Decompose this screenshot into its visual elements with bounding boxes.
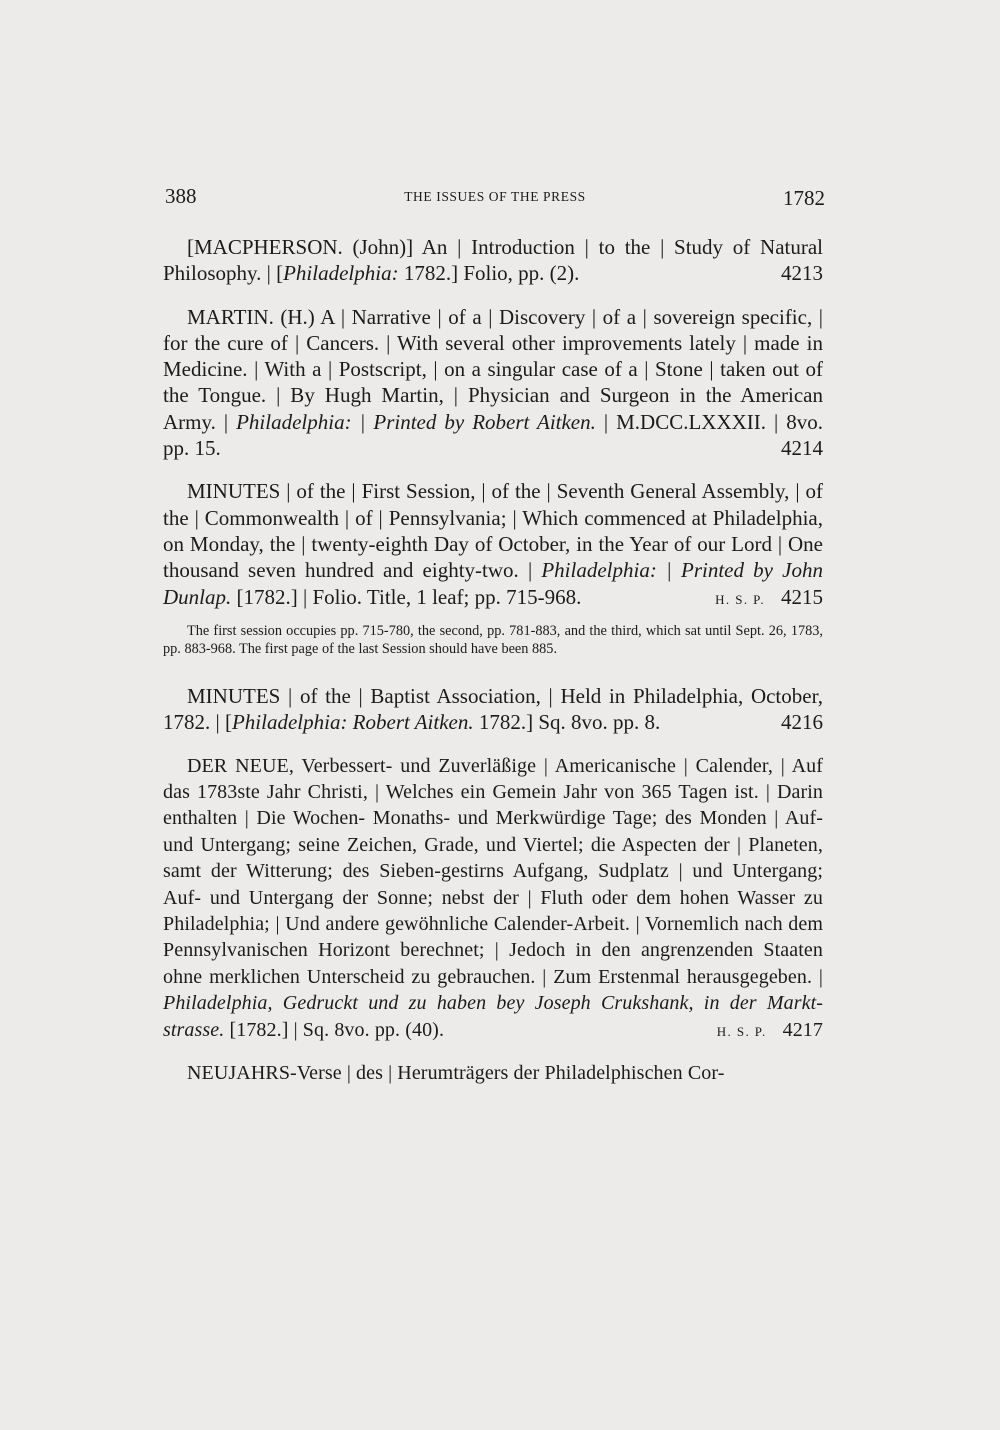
entry-imprint: Philadelphia: | Printed by John Dunlap. [163, 558, 823, 609]
entry-4214 [163, 304, 823, 462]
entry-text: DER NEUE, Verbessert- und Zuverläßige | Americanische | Calender, | Auf das 1783ste Jahr Christi, | Welches ein Gemein Jahr von 365 Tagen ist. | Darin enthalten | Die Wochen- Monaths- und Merkwürdige Tage; des Monden | Auf- und Untergang; seine Zeichen, Grade, und Viertel; die Aspecten der | Planeten, samt der Witterung; des Sieben-gestirns Aufgang, Sudplatz | und Untergang; Auf- und Untergang der Sonne; nebst der | Fluth oder dem hohen Wasser zu Philadelphia; | Und andere gewöhnliche Calender-Arbeit. | Vornemlich nach dem Pennsylvanischen Horizont berechnet; | Jedoch in den angrenzenden Staaten ohne merklichen Unterscheid zu gebrauchen. | Zum Erstenmal herausgegeben. | [163, 754, 823, 988]
entry-4216 [163, 683, 823, 736]
entry-text-end: [1782.] | Sq. 8vo. pp. (40). [224, 1018, 445, 1041]
entry-location: H. S. P. [716, 1023, 767, 1039]
page-number: 388 [165, 184, 197, 208]
entry-text: MINUTES | of the | First Session, | of the | Seventh General Assembly, | of the | Commonwealth | of | Pennsylvania; | Which commenced at Philadelphia, on Monday, the | twenty-eighth Day of October, in the Year of our Lord | One thousand seven hundred and eighty-two. | [163, 479, 823, 583]
entry-note: The first session occupies pp. 715-780, the second, pp. 781-883, and the third, which sat until Sept. 26, 1783, pp. 883-968. The first page of the last Session should have been 885. [163, 622, 823, 658]
entry-number [691, 584, 823, 613]
entry-imprint: Philadelphia, Gedruckt und zu haben bey Joseph Crukshank, in der Markt-strasse. [163, 992, 823, 1041]
entry-number-value: 4215 [781, 584, 823, 609]
header-year: 1782 [783, 186, 825, 210]
entry-number [693, 1017, 823, 1045]
entry-text-end: 1782.] Folio, pp. (2). [398, 261, 580, 286]
running-title: THE ISSUES OF THE PRESS [404, 189, 586, 204]
entry-text: MINUTES | of the | Baptist Association, | Held in Philadelphia, October, 1782. | [ [163, 684, 823, 735]
page-body [163, 234, 823, 1104]
entry-4215 [163, 478, 823, 609]
entry-imprint: Philadelphia: [283, 261, 399, 286]
entry-4217 [163, 753, 823, 1043]
entry-location: H. S. P. [715, 591, 765, 607]
entry-number-value: 4217 [782, 1018, 823, 1041]
page-header [165, 184, 825, 214]
entry-4213 [163, 234, 823, 287]
entry-text: NEUJAHRS-Verse | des | Herumträgers der Philadelphischen Cor- [187, 1062, 725, 1085]
entry-text: MARTIN. (H.) A | Narrative | of a | Discovery | of a | sovereign specific, | for the cure of | Cancers. | With several other improvements lately | made in Medicine. | With a | Postscript, | on a singular case of a | Stone | taken out of the Tongue. | By Hugh Martin, | Physician and Surgeon in the American Army. | [163, 304, 823, 434]
entry-text: [MACPHERSON. (John)] An | Introduction | to the | Study of Natural Philosophy. | [ [163, 235, 823, 286]
entry-imprint: Philadelphia: | Printed by Robert Aitken. [236, 409, 596, 434]
entry-continued [163, 1060, 823, 1086]
entry-number: 4213 [781, 261, 823, 286]
entry-text-end: | M.DCC.LXXXII. | 8vo. pp. 15. [163, 409, 823, 461]
entry-number: 4214 [781, 436, 823, 461]
entry-number: 4216 [781, 710, 823, 735]
entry-imprint: Philadelphia: Robert Aitken. [231, 710, 474, 735]
entry-text-end: 1782.] Sq. 8vo. pp. 8. [473, 710, 661, 735]
entry-text-end: [1782.] | Folio. Title, 1 leaf; pp. 715-968. [231, 584, 582, 609]
